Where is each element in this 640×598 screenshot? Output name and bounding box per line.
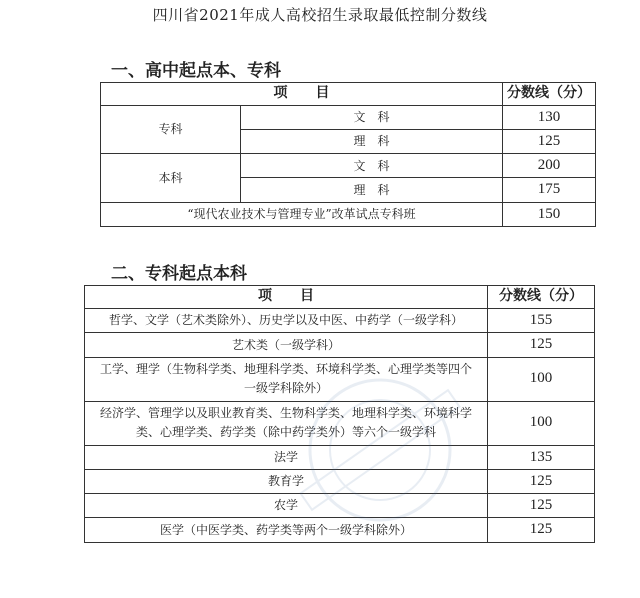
table-row (85, 333, 595, 357)
table-row (101, 105, 596, 129)
sub-label: 文 科 (241, 105, 503, 129)
sub-label: 理 科 (241, 129, 503, 153)
item-cell: 法学 (85, 445, 488, 469)
item-cell: 哲学、文学（艺术类除外）、历史学以及中医、中药学（一级学科） (85, 309, 488, 333)
header-score: 分数线（分） (488, 286, 595, 309)
score-cell: 175 (503, 178, 596, 202)
item-cell: 艺术类（一级学科） (85, 333, 488, 357)
score-cell: 100 (488, 357, 595, 401)
header-item: 项 目 (101, 83, 503, 106)
item-cell: 医学（中医学类、药学类等两个一级学科除外） (85, 518, 488, 542)
group-label: 本科 (101, 154, 241, 203)
section1-heading: 一、高中起点本、专科 (111, 61, 281, 81)
table-row (85, 401, 595, 445)
table-row (101, 154, 596, 178)
score-cell: 125 (488, 333, 595, 357)
table-row (85, 445, 595, 469)
section2-table (84, 285, 595, 543)
table-header-row (85, 286, 595, 309)
table-header-row (101, 83, 596, 106)
score-cell: 155 (488, 309, 595, 333)
table-row (85, 469, 595, 493)
table-row (85, 518, 595, 542)
sub-label: 文 科 (241, 154, 503, 178)
score-cell: 135 (488, 445, 595, 469)
score-cell: 100 (488, 401, 595, 445)
table-row (85, 309, 595, 333)
section1-table (100, 82, 596, 227)
item-cell: 工学、理学（生物科学类、地理科学类、环境科学类、心理学类等四个一级学科除外） (85, 357, 488, 401)
score-cell: 125 (488, 469, 595, 493)
score-cell: 125 (488, 518, 595, 542)
section2-heading: 二、专科起点本科 (111, 264, 247, 284)
score-cell: 150 (503, 202, 596, 226)
item-cell: 农学 (85, 494, 488, 518)
group-label: 专科 (101, 105, 241, 154)
header-score: 分数线（分） (503, 83, 596, 106)
table-row (101, 202, 596, 226)
sub-label: 理 科 (241, 178, 503, 202)
table-row (85, 357, 595, 401)
item-cell: 教育学 (85, 469, 488, 493)
table-row (85, 494, 595, 518)
score-cell: 200 (503, 154, 596, 178)
page-title: 四川省2021年成人高校招生录取最低控制分数线 (152, 6, 488, 24)
score-cell: 130 (503, 105, 596, 129)
item-cell: 经济学、管理学以及职业教育类、生物科学类、地理科学类、环境科学类、心理学类、药学类（除中药学类外）等六个一级学科 (85, 401, 488, 445)
score-cell: 125 (488, 494, 595, 518)
score-cell: 125 (503, 129, 596, 153)
pilot-label: “现代农业技术与管理专业”改革试点专科班 (101, 202, 503, 226)
header-item: 项 目 (85, 286, 488, 309)
